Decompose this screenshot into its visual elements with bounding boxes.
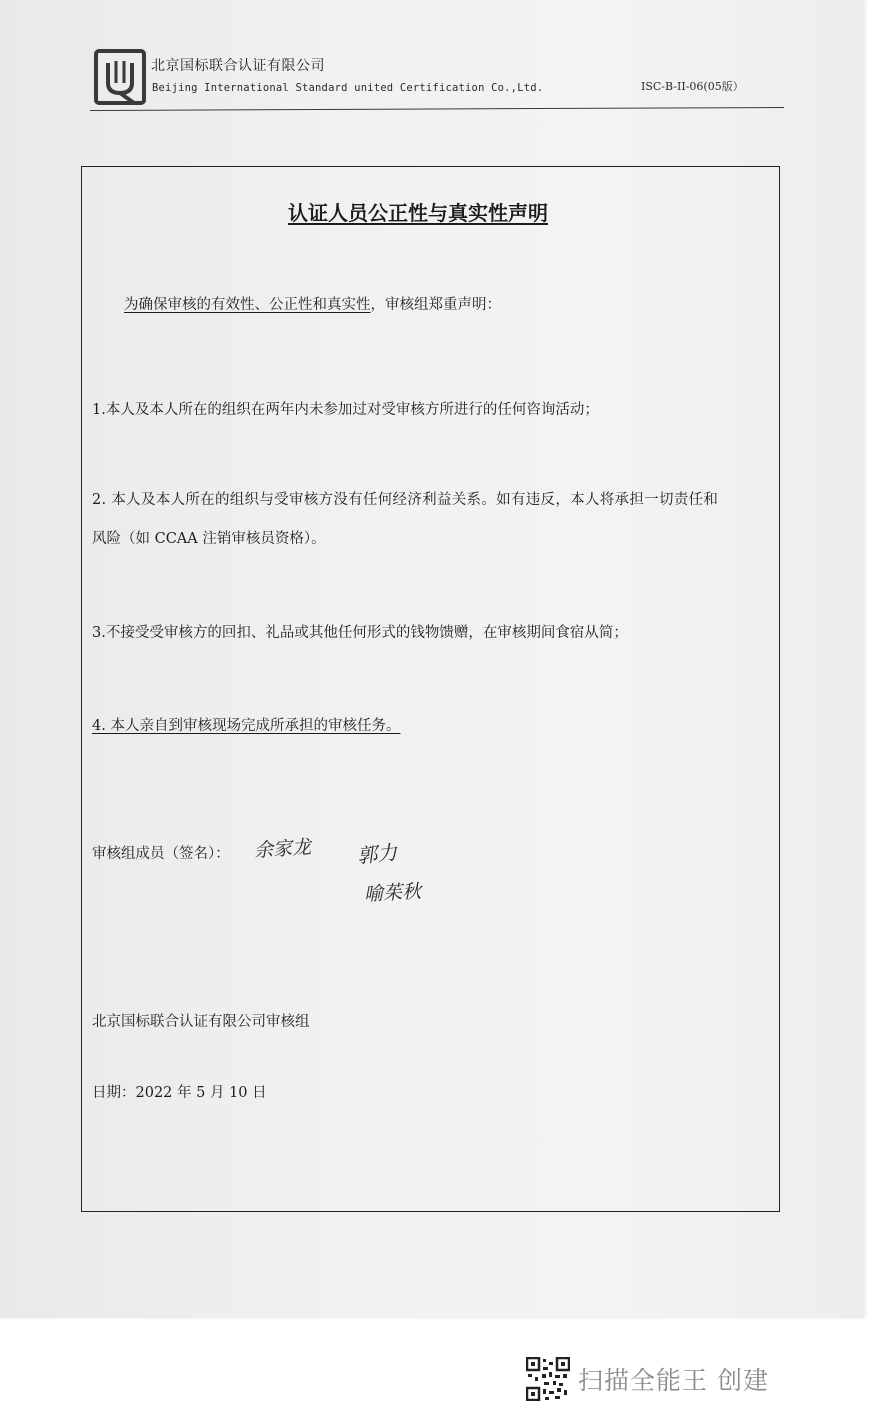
intro-underlined: 为确保审核的有效性、公正性和真实性 [124,297,371,313]
document-title: 认证人员公正性与真实性声明 [288,201,548,225]
document-code: ISC-B-II-06(05版） [641,80,744,93]
header-divider [90,107,784,111]
declaration-item-2-line-1: 2. 本人及本人所在的组织与受审核方没有任何经济利益关系。如有违反，本人将承担一切责任和 [92,492,719,508]
declaration-frame [81,166,780,1212]
declaration-item-1: 1.本人及本人所在的组织在两年内未参加过对受审核方所进行的任何咨询活动； [92,402,599,418]
scanner-label: 扫描全能王 创建 [578,1366,769,1395]
declaration-item-2-line-2: 风险（如 CCAA 注销审核员资格）。 [92,531,326,547]
company-name-cn: 北京国标联合认证有限公司 [151,58,325,74]
company-logo-icon [94,49,146,105]
company-name-en: Beijing International Standard united Certification Co.,Ltd. [152,82,544,94]
declaration-item-4: 4. 本人亲自到审核现场完成所承担的审核任务。 [92,718,401,734]
signature-1: 余家龙 [253,836,312,862]
scanner-watermark [526,1357,769,1401]
declaration-item-3: 3.不接受受审核方的回扣、礼品或其他任何形式的钱物馈赠，在审核期间食宿从简； [92,625,628,641]
qr-code-icon [526,1357,570,1401]
intro-line [124,293,501,314]
audit-team-name: 北京国标联合认证有限公司审核组 [92,1014,310,1030]
signature-2: 郭力 [356,839,399,869]
declaration-date: 日期：2022 年 5 月 10 日 [92,1085,267,1101]
intro-rest: ，审核组郑重声明： [370,297,501,313]
members-signature-label: 审核组成员（签名）： [92,846,230,862]
signature-3: 喻茱秋 [363,880,422,906]
